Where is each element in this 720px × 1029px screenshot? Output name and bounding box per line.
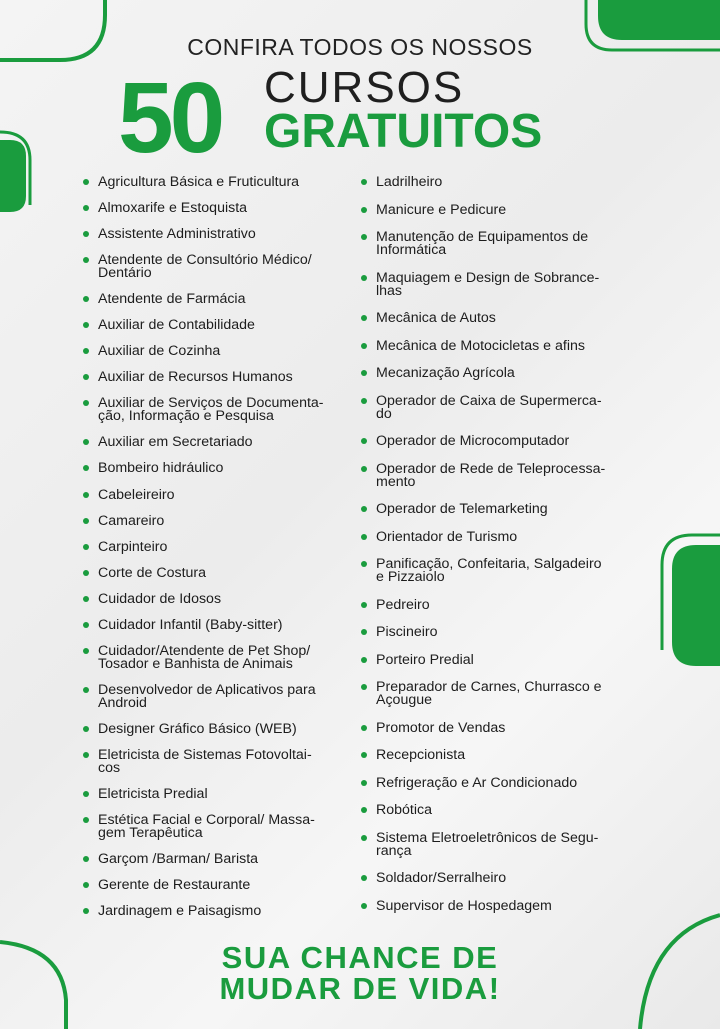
course-name: Gerente de Restaurante <box>98 877 251 894</box>
course-name: Atendente de Farmácia <box>98 291 246 308</box>
bullet-icon <box>83 596 89 602</box>
course-name: Manutenção de Equipamentos de Informática <box>376 229 589 258</box>
course-name: Mecânica de Motocicletas e afins <box>376 337 585 354</box>
bullet-icon <box>83 179 89 185</box>
course-item <box>360 337 632 354</box>
course-item <box>360 872 632 885</box>
course-item <box>82 486 347 503</box>
bullet-icon <box>361 780 367 786</box>
course-item <box>360 897 632 914</box>
bullet-icon <box>361 629 367 635</box>
bullet-icon <box>83 570 89 576</box>
bullet-icon <box>361 684 367 690</box>
course-name: Operador de Telemarketing <box>376 501 548 517</box>
course-item <box>82 746 347 776</box>
course-item <box>360 528 632 545</box>
bullet-icon <box>361 506 367 512</box>
bullet-icon <box>361 398 367 404</box>
bullet-icon <box>361 234 367 240</box>
bullet-icon <box>83 622 89 628</box>
footer-slogan <box>0 942 720 1004</box>
bullet-icon <box>83 465 89 471</box>
course-name: Operador de Rede de Teleprocessa- mento <box>376 460 606 490</box>
course-item <box>360 774 632 791</box>
course-item <box>82 319 347 332</box>
bullet-icon <box>83 856 89 862</box>
course-name: Garçom /Barman/ Barista <box>98 851 259 868</box>
bullet-icon <box>361 534 367 540</box>
course-item <box>360 435 632 448</box>
header-word-gratuitos: GRATUITOS <box>264 105 543 158</box>
course-name: Mecânica de Autos <box>376 310 496 326</box>
course-name: Ladrilheiro <box>376 174 443 190</box>
course-name: Cuidador/Atendente de Pet Shop/ Tosador e Banhista de Animais <box>98 642 311 672</box>
bullet-icon <box>361 179 367 185</box>
course-list-left <box>82 176 347 931</box>
bullet-icon <box>83 752 89 758</box>
course-item <box>82 345 347 358</box>
course-item <box>82 814 347 840</box>
course-name: Sistema Eletroeletrônicos de Segu- rança <box>376 829 599 859</box>
course-item <box>360 392 632 422</box>
course-item <box>360 367 632 380</box>
bullet-icon <box>83 687 89 693</box>
course-item <box>360 176 632 189</box>
course-name: Porteiro Predial <box>376 651 474 668</box>
bullet-icon <box>83 322 89 328</box>
course-item <box>82 254 347 280</box>
course-name: Panificação, Confeitaria, Salgadeiro e Pizzaiolo <box>376 556 602 585</box>
course-name: Auxiliar de Serviços de Documenta- ção, Informação e Pesquisa <box>98 395 324 425</box>
course-name: Soldador/Serralheiro <box>376 870 507 886</box>
course-item <box>82 590 347 607</box>
course-name: Estética Facial e Corporal/ Massa- gem Terapêutica <box>98 812 315 842</box>
course-item <box>82 720 347 737</box>
course-item <box>82 681 347 711</box>
course-name: Designer Gráfico Básico (WEB) <box>98 720 297 737</box>
bullet-icon <box>83 400 89 406</box>
course-item <box>82 853 347 866</box>
course-item <box>360 719 632 736</box>
bullet-icon <box>361 752 367 758</box>
course-item <box>82 462 347 475</box>
bullet-icon <box>361 207 367 213</box>
bullet-icon <box>361 438 367 444</box>
bullet-icon <box>361 875 367 881</box>
bullet-icon <box>361 602 367 608</box>
bullet-icon <box>83 257 89 263</box>
course-item <box>360 749 632 762</box>
course-name: Eletricista de Sistemas Fotovoltai- cos <box>98 746 312 776</box>
course-name: Atendente de Consultório Médico/ Dentário <box>98 252 312 282</box>
course-item <box>360 312 632 325</box>
course-item <box>360 596 632 613</box>
course-name: Auxiliar em Secretariado <box>98 434 253 451</box>
bullet-icon <box>361 370 367 376</box>
bullet-icon <box>361 315 367 321</box>
course-count-number: 50 <box>118 62 222 174</box>
course-name: Refrigeração e Ar Condicionado <box>376 774 578 791</box>
course-name: Robótica <box>376 802 432 818</box>
bullet-icon <box>361 561 367 567</box>
course-item <box>360 804 632 817</box>
course-name: Cuidador Infantil (Baby-sitter) <box>98 616 283 633</box>
course-item <box>82 564 347 581</box>
course-item <box>360 201 632 218</box>
course-name: Eletricista Predial <box>98 785 208 802</box>
bullet-icon <box>361 903 367 909</box>
course-name: Mecanização Agrícola <box>376 365 515 381</box>
bullet-icon <box>83 439 89 445</box>
footer-line-2: MUDAR DE VIDA! <box>219 971 501 1006</box>
course-name: Maquiagem e Design de Sobrance- lhas <box>376 269 600 299</box>
course-item <box>82 371 347 384</box>
bullet-icon <box>361 343 367 349</box>
bullet-icon <box>361 835 367 841</box>
bullet-icon <box>83 518 89 524</box>
course-name: Cabeleireiro <box>98 486 175 503</box>
bullet-icon <box>83 348 89 354</box>
course-item <box>82 905 347 918</box>
bullet-icon <box>361 657 367 663</box>
course-item <box>82 879 347 892</box>
course-item <box>82 512 347 529</box>
course-item <box>360 626 632 639</box>
bullet-icon <box>83 296 89 302</box>
course-item <box>360 829 632 859</box>
bullet-icon <box>83 882 89 888</box>
course-item <box>360 231 632 257</box>
course-name: Recepcionista <box>376 747 466 763</box>
course-name: Assistente Administrativo <box>98 226 256 243</box>
bullet-icon <box>83 492 89 498</box>
header-word-cursos: CURSOS <box>264 63 465 112</box>
course-item <box>360 651 632 668</box>
course-item <box>360 269 632 299</box>
course-name: Almoxarife e Estoquista <box>98 200 248 217</box>
course-item <box>82 642 347 672</box>
course-item <box>82 616 347 633</box>
course-item <box>360 681 632 707</box>
footer-line-1: SUA CHANCE DE <box>221 940 499 975</box>
bullet-icon <box>83 544 89 550</box>
bullet-icon <box>83 726 89 732</box>
course-item <box>82 176 347 189</box>
course-name: Pedreiro <box>376 596 430 613</box>
bullet-icon <box>83 374 89 380</box>
course-name: Manicure e Pedicure <box>376 201 507 218</box>
header-subtitle: CONFIRA TODOS OS NOSSOS <box>187 34 533 60</box>
course-name: Camareiro <box>98 512 165 529</box>
course-name: Supervisor de Hospedagem <box>376 897 552 914</box>
course-item <box>360 503 632 516</box>
course-name: Auxiliar de Contabilidade <box>98 317 255 334</box>
bullet-icon <box>83 817 89 823</box>
course-name: Auxiliar de Recursos Humanos <box>98 369 293 386</box>
course-name: Operador de Microcomputador <box>376 433 570 449</box>
bullet-icon <box>83 648 89 654</box>
course-item <box>82 538 347 555</box>
course-name: Jardinagem e Paisagismo <box>98 903 262 920</box>
course-name: Carpinteiro <box>98 538 168 555</box>
course-name: Preparador de Carnes, Churrasco e Açougue <box>376 679 602 708</box>
bullet-icon <box>361 807 367 813</box>
bullet-icon <box>361 466 367 472</box>
course-name: Piscineiro <box>376 624 438 640</box>
course-item <box>360 558 632 584</box>
bullet-icon <box>83 205 89 211</box>
course-item <box>82 436 347 449</box>
course-name: Desenvolvedor de Aplicativos para Android <box>98 681 316 711</box>
course-item <box>82 202 347 215</box>
course-name: Bombeiro hidráulico <box>98 460 224 477</box>
course-item <box>82 785 347 802</box>
course-name: Orientador de Turismo <box>376 528 518 545</box>
bullet-icon <box>83 231 89 237</box>
course-name: Auxiliar de Cozinha <box>98 343 221 360</box>
course-item <box>82 397 347 423</box>
course-item <box>360 460 632 490</box>
course-name: Agricultura Básica e Fruticultura <box>98 174 300 190</box>
course-name: Operador de Caixa de Supermerca- do <box>376 392 602 422</box>
course-list-right <box>360 176 632 927</box>
course-item <box>82 228 347 241</box>
bullet-icon <box>83 908 89 914</box>
course-item <box>82 293 347 306</box>
course-name: Corte de Costura <box>98 564 207 581</box>
bullet-icon <box>361 725 367 731</box>
course-name: Cuidador de Idosos <box>98 590 222 607</box>
bullet-icon <box>83 791 89 797</box>
course-name: Promotor de Vendas <box>376 719 506 736</box>
bullet-icon <box>361 275 367 281</box>
